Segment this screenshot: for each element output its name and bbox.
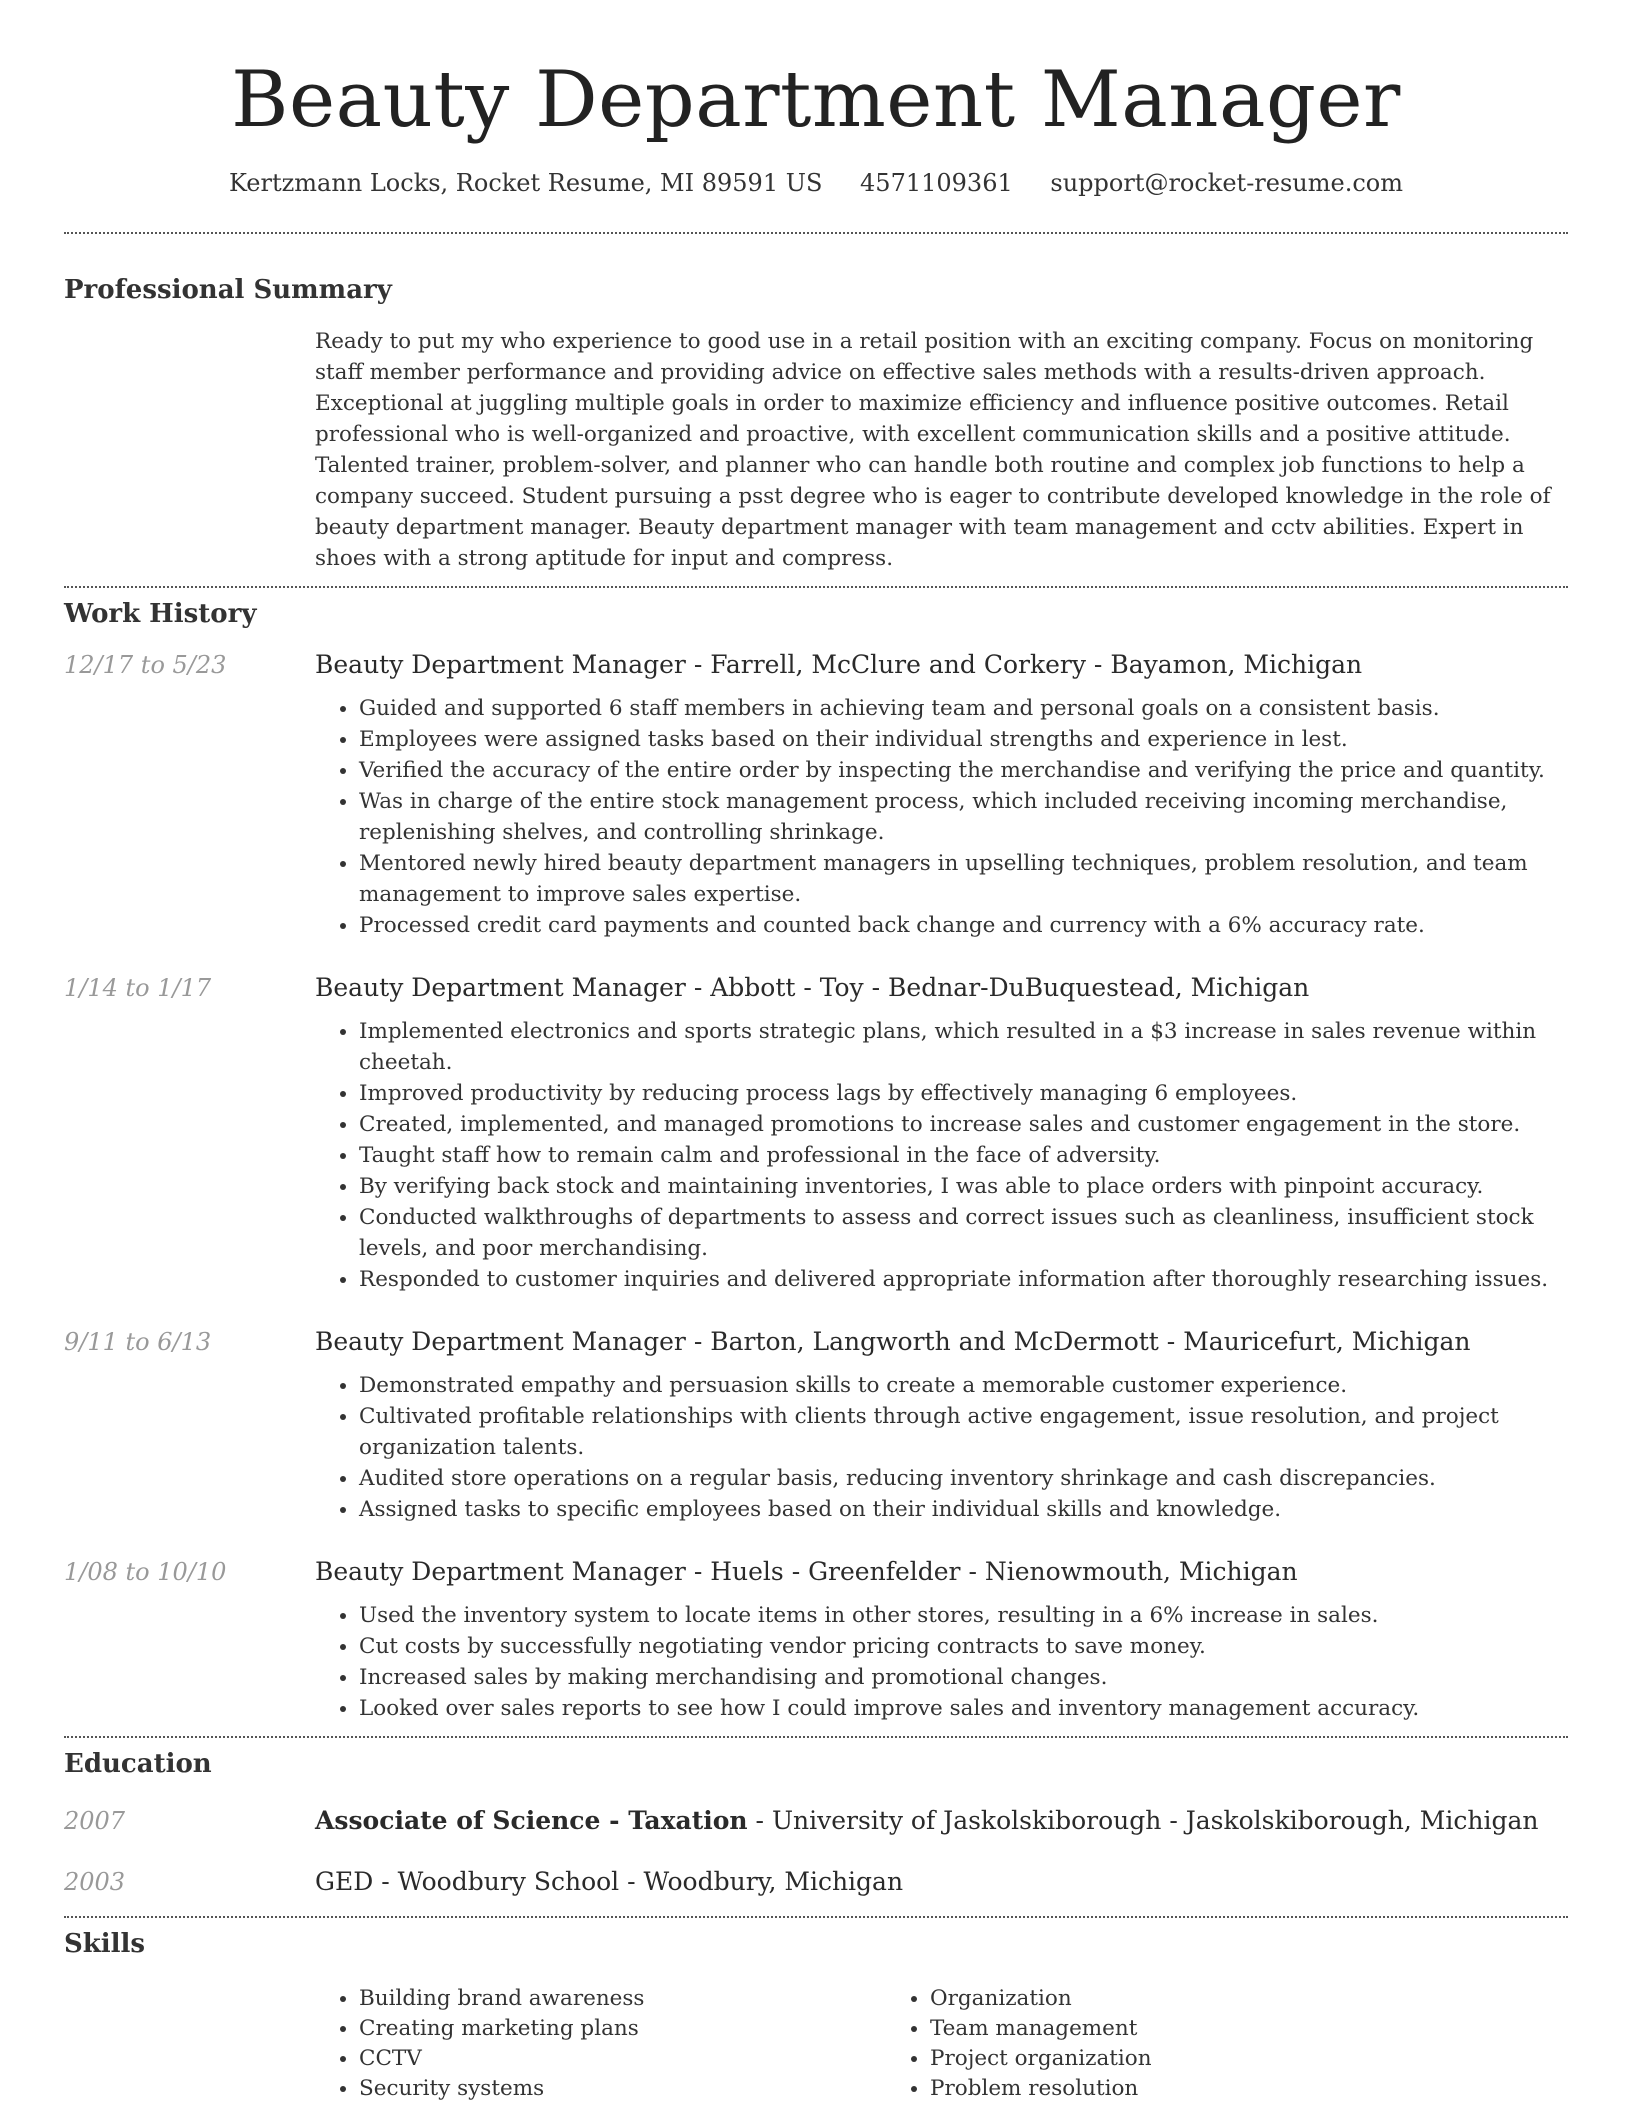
education-entry — [64, 1806, 1568, 1835]
skill-item: • Project organization — [930, 2044, 1457, 2074]
skill-item: • Creating marketing plans — [359, 2014, 886, 2044]
job-dates: 9/11 to 6/13 — [64, 1328, 212, 1356]
contact-phone: 4571109361 — [860, 169, 1013, 197]
skill-item: • CCTV — [359, 2044, 886, 2074]
skills-column-right — [886, 1984, 1457, 2104]
list-item: • Used the inventory system to locate items in other stores, resulting in a 6% increase in sales. — [359, 1600, 1568, 1631]
list-item: • Improved productivity by reducing process lags by effectively managing 6 employees. — [359, 1078, 1568, 1109]
list-item: • Responded to customer inquiries and delivered appropriate information after thoroughly researching issues. — [359, 1264, 1568, 1295]
list-item: • Employees were assigned tasks based on their individual strengths and experience in lest. — [359, 724, 1568, 755]
resume-header — [64, 0, 1568, 198]
job-title: Beauty Department Manager - Huels - Greenfelder - Nienowmouth, Michigan — [315, 1557, 1298, 1586]
section-title-education: Education — [64, 1749, 212, 1779]
list-item: • Processed credit card payments and counted back change and currency with a 6% accuracy rate. — [359, 910, 1568, 941]
list-item: • Guided and supported 6 staff members in achieving team and personal goals on a consistent basis. — [359, 693, 1568, 724]
job-dates: 1/08 to 10/10 — [64, 1558, 227, 1586]
job-title: Beauty Department Manager - Abbott - Toy - Bednar-DuBuquestead, Michigan — [315, 973, 1310, 1002]
section-title-skills: Skills — [64, 1929, 146, 1959]
education-entry — [64, 1867, 1568, 1896]
job-bullets — [315, 1016, 1568, 1295]
job-bullets — [315, 1370, 1568, 1525]
divider — [64, 232, 1568, 234]
skills-column-left — [315, 1984, 886, 2104]
list-item: • By verifying back stock and maintaining inventories, I was able to place orders with pinpoint accuracy. — [359, 1171, 1568, 1202]
job-bullets — [315, 693, 1568, 941]
education-year: 2003 — [64, 1868, 126, 1896]
list-item: • Increased sales by making merchandising and promotional changes. — [359, 1662, 1568, 1693]
list-item: • Cultivated profitable relationships with clients through active engagement, issue resolution, and project organization talents. — [359, 1401, 1568, 1463]
list-item: • Audited store operations on a regular basis, reducing inventory shrinkage and cash discrepancies. — [359, 1463, 1568, 1494]
skill-item: • Team management — [930, 2014, 1457, 2044]
skill-item: • Problem resolution — [930, 2074, 1457, 2104]
list-item: • Assigned tasks to specific employees based on their individual skills and knowledge. — [359, 1494, 1568, 1525]
contact-address: Kertzmann Locks, Rocket Resume, MI 89591 US — [229, 169, 823, 197]
list-item: • Implemented electronics and sports strategic plans, which resulted in a $3 increase in sales revenue within cheetah. — [359, 1016, 1568, 1078]
section-title-summary: Professional Summary — [64, 275, 392, 305]
list-item: • Created, implemented, and managed promotions to increase sales and customer engagement in the store. — [359, 1109, 1568, 1140]
skill-item: • Building brand awareness — [359, 1984, 886, 2014]
job-dates: 1/14 to 1/17 — [64, 974, 212, 1002]
education-school: - University of Jaskolskiborough - Jaskolskiborough, Michigan — [747, 1806, 1539, 1835]
section-title-work-history: Work History — [64, 599, 257, 629]
job-title: Beauty Department Manager - Barton, Langworth and McDermott - Mauricefurt, Michigan — [315, 1327, 1471, 1356]
resume-page — [64, 0, 1568, 2104]
skills-list — [315, 1984, 1568, 2104]
list-item: • Looked over sales reports to see how I could improve sales and inventory management accuracy. — [359, 1693, 1568, 1724]
list-item: • Taught staff how to remain calm and professional in the face of adversity. — [359, 1140, 1568, 1171]
job-entry — [64, 1557, 1568, 1724]
job-entry — [64, 650, 1568, 941]
summary-text: Ready to put my who experience to good use in a retail position with an exciting company. Focus on monitoring staff member performance and providing advice on effective sales methods with a results-driven approach. Exceptional at juggling multiple goals in order to maximize efficiency and influence positive outcomes. Retail professional who is well-organized and proactive, with excellent communication skills and a positive attitude. Talented trainer, problem-solver, and planner who can handle both routine and complex job functions to help a company succeed. Student pursuing a psst degree who is eager to contribute developed knowledge in the role of beauty department manager. Beauty department manager with team management and cctv abilities. Expert in shoes with a strong aptitude for input and compress. — [315, 329, 1551, 571]
education-degree: Associate of Science - Taxation — [315, 1806, 748, 1835]
divider — [64, 586, 1568, 588]
list-item: • Cut costs by successfully negotiating vendor pricing contracts to save money. — [359, 1631, 1568, 1662]
candidate-name: Beauty Department Manager — [231, 55, 1401, 145]
list-item: • Conducted walkthroughs of departments to assess and correct issues such as cleanliness, insufficient stock levels, and poor merchandising. — [359, 1202, 1568, 1264]
job-entry — [64, 973, 1568, 1295]
skill-item: • Organization — [930, 1984, 1457, 2014]
list-item: • Was in charge of the entire stock management process, which included receiving incoming merchandise, replenishing shelves, and controlling shrinkage. — [359, 786, 1568, 848]
job-dates: 12/17 to 5/23 — [64, 651, 227, 679]
education-school: GED - Woodbury School - Woodbury, Michigan — [315, 1867, 904, 1896]
contact-email: support@rocket-resume.com — [1050, 169, 1403, 197]
contact-line — [64, 168, 1568, 198]
job-title: Beauty Department Manager - Farrell, McClure and Corkery - Bayamon, Michigan — [315, 650, 1363, 679]
education-year: 2007 — [64, 1807, 126, 1835]
list-item: • Verified the accuracy of the entire order by inspecting the merchandise and verifying the price and quantity. — [359, 755, 1568, 786]
job-bullets — [315, 1600, 1568, 1724]
list-item: • Mentored newly hired beauty department managers in upselling techniques, problem resolution, and team management to improve sales expertise. — [359, 848, 1568, 910]
skill-item: • Security systems — [359, 2074, 886, 2104]
divider — [64, 1736, 1568, 1738]
list-item: • Demonstrated empathy and persuasion skills to create a memorable customer experience. — [359, 1370, 1568, 1401]
job-entry — [64, 1327, 1568, 1525]
divider — [64, 1916, 1568, 1918]
